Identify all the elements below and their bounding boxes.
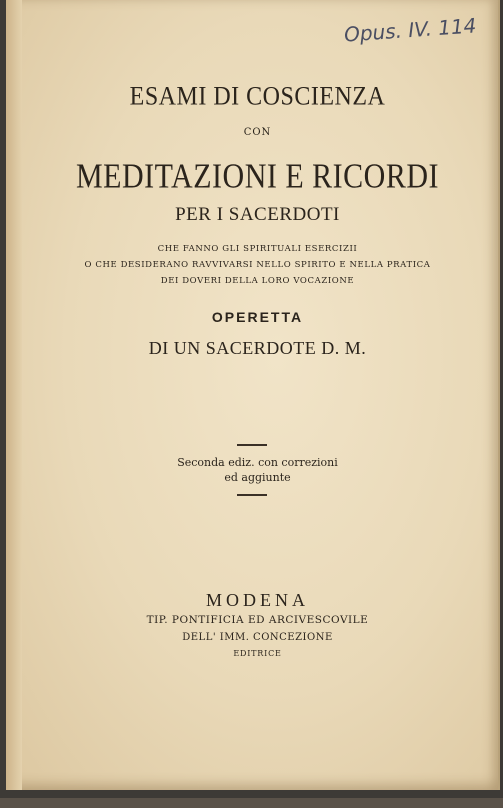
title-line-1: ESAMI DI COSCIENZA <box>6 83 503 113</box>
edition-line-2: ed aggiunte <box>6 471 503 484</box>
title-page <box>6 0 500 790</box>
edition-line-1: Seconda ediz. con correzioni <box>6 456 503 469</box>
title-line-3: MEDITAZIONI E RICORDI <box>6 157 503 196</box>
handwritten-shelfmark: Opus. IV. 114 <box>343 13 477 46</box>
subtitle-line-2: O CHE DESIDERANO RAVVIVARSI NELLO SPIRITO E NELLA PRATICA <box>6 260 503 270</box>
title-line-2: CON <box>6 127 503 138</box>
divider-top <box>237 444 267 446</box>
imprint-printer-2: DELL' IMM. CONCEZIONE <box>6 632 503 643</box>
spine-edge <box>6 0 22 790</box>
imprint-city: MODENA <box>6 590 503 611</box>
imprint-printer-1: TIP. PONTIFICIA ED ARCIVESCOVILE <box>6 614 503 626</box>
title-line-4: PER I SACERDOTI <box>6 204 503 226</box>
imprint-role: EDITRICE <box>6 649 503 658</box>
work-type: OPERETTA <box>6 309 503 325</box>
subtitle-line-3: DEI DOVERI DELLA LORO VOCAZIONE <box>6 276 503 286</box>
subtitle-line-1: CHE FANNO GLI SPIRITUALI ESERCIZII <box>6 244 503 254</box>
author-line: DI UN SACERDOTE D. M. <box>6 338 503 359</box>
divider-bottom <box>237 494 267 496</box>
